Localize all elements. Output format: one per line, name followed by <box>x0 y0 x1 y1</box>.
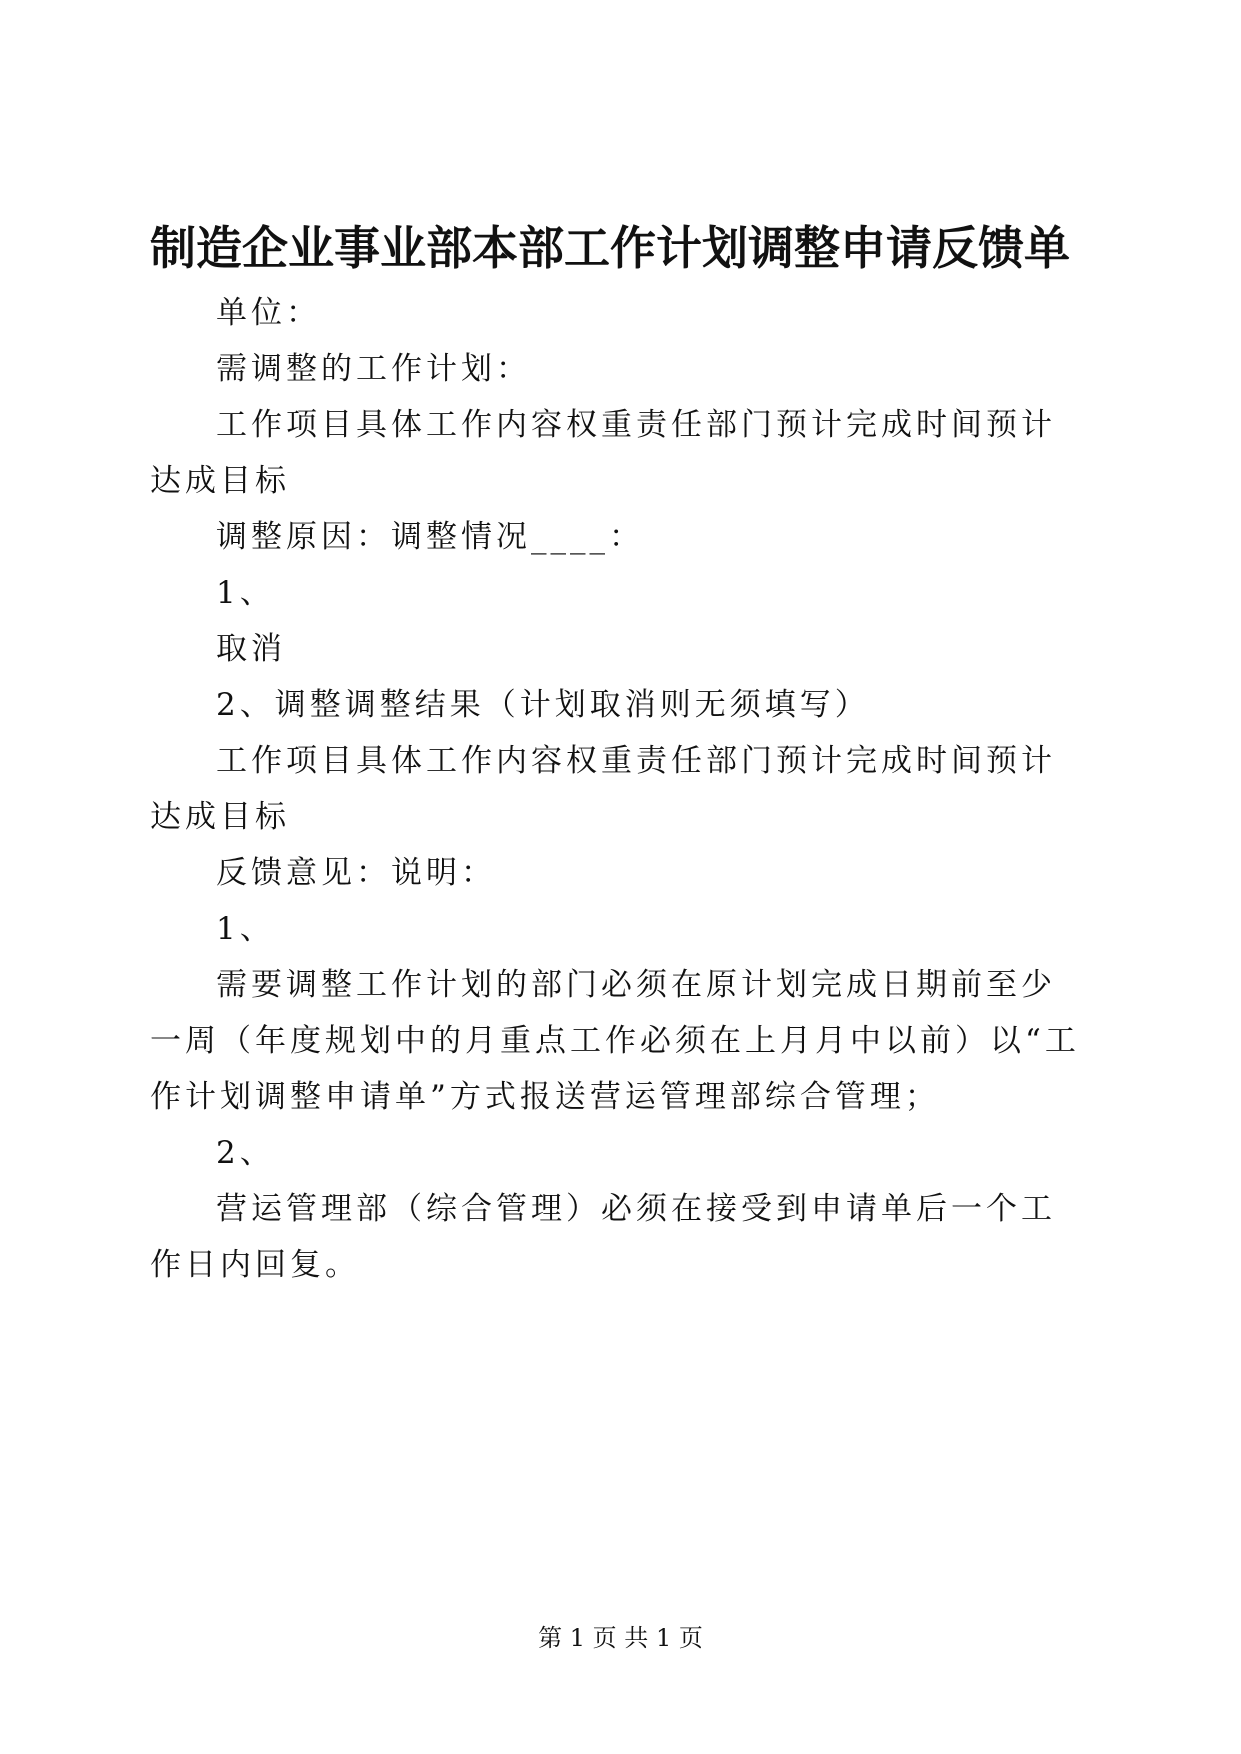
document-title: 制造企业事业部本部工作计划调整申请反馈单 <box>150 221 1070 275</box>
paragraph-table-header-1: 工作项目具体工作内容权重责任部门预计完成时间预计达成目标 <box>150 407 1056 499</box>
paragraph-note-2-text: 营运管理部（综合管理）必须在接受到申请单后一个工作日内回复。 <box>150 1191 1056 1283</box>
page-number-label: 第 1 页 共 1 页 <box>538 1624 703 1652</box>
document-body <box>150 285 1090 1293</box>
paragraph-unit: 单位： <box>216 295 321 331</box>
paragraph-adjust-reason: 调整原因：调整情况____： <box>216 519 644 555</box>
paragraph-note-1-label: 1、 <box>216 911 275 947</box>
paragraph-item-1: 1、 <box>216 575 275 611</box>
page-footer <box>0 1623 1241 1653</box>
paragraph-note-2-label: 2、 <box>216 1135 275 1171</box>
paragraph-feedback: 反馈意见：说明： <box>216 855 496 891</box>
paragraph-item-2-result: 2、调整调整结果（计划取消则无须填写） <box>216 687 870 723</box>
paragraph-plan-to-adjust: 需调整的工作计划： <box>216 351 531 387</box>
paragraph-note-1-text: 需要调整工作计划的部门必须在原计划完成日期前至少一周（年度规划中的月重点工作必须在上月月中以前）以“工作计划调整申请单”方式报送营运管理部综合管理； <box>150 967 1080 1115</box>
paragraph-cancel: 取消 <box>216 631 286 667</box>
paragraph-table-header-2: 工作项目具体工作内容权重责任部门预计完成时间预计达成目标 <box>150 743 1056 835</box>
